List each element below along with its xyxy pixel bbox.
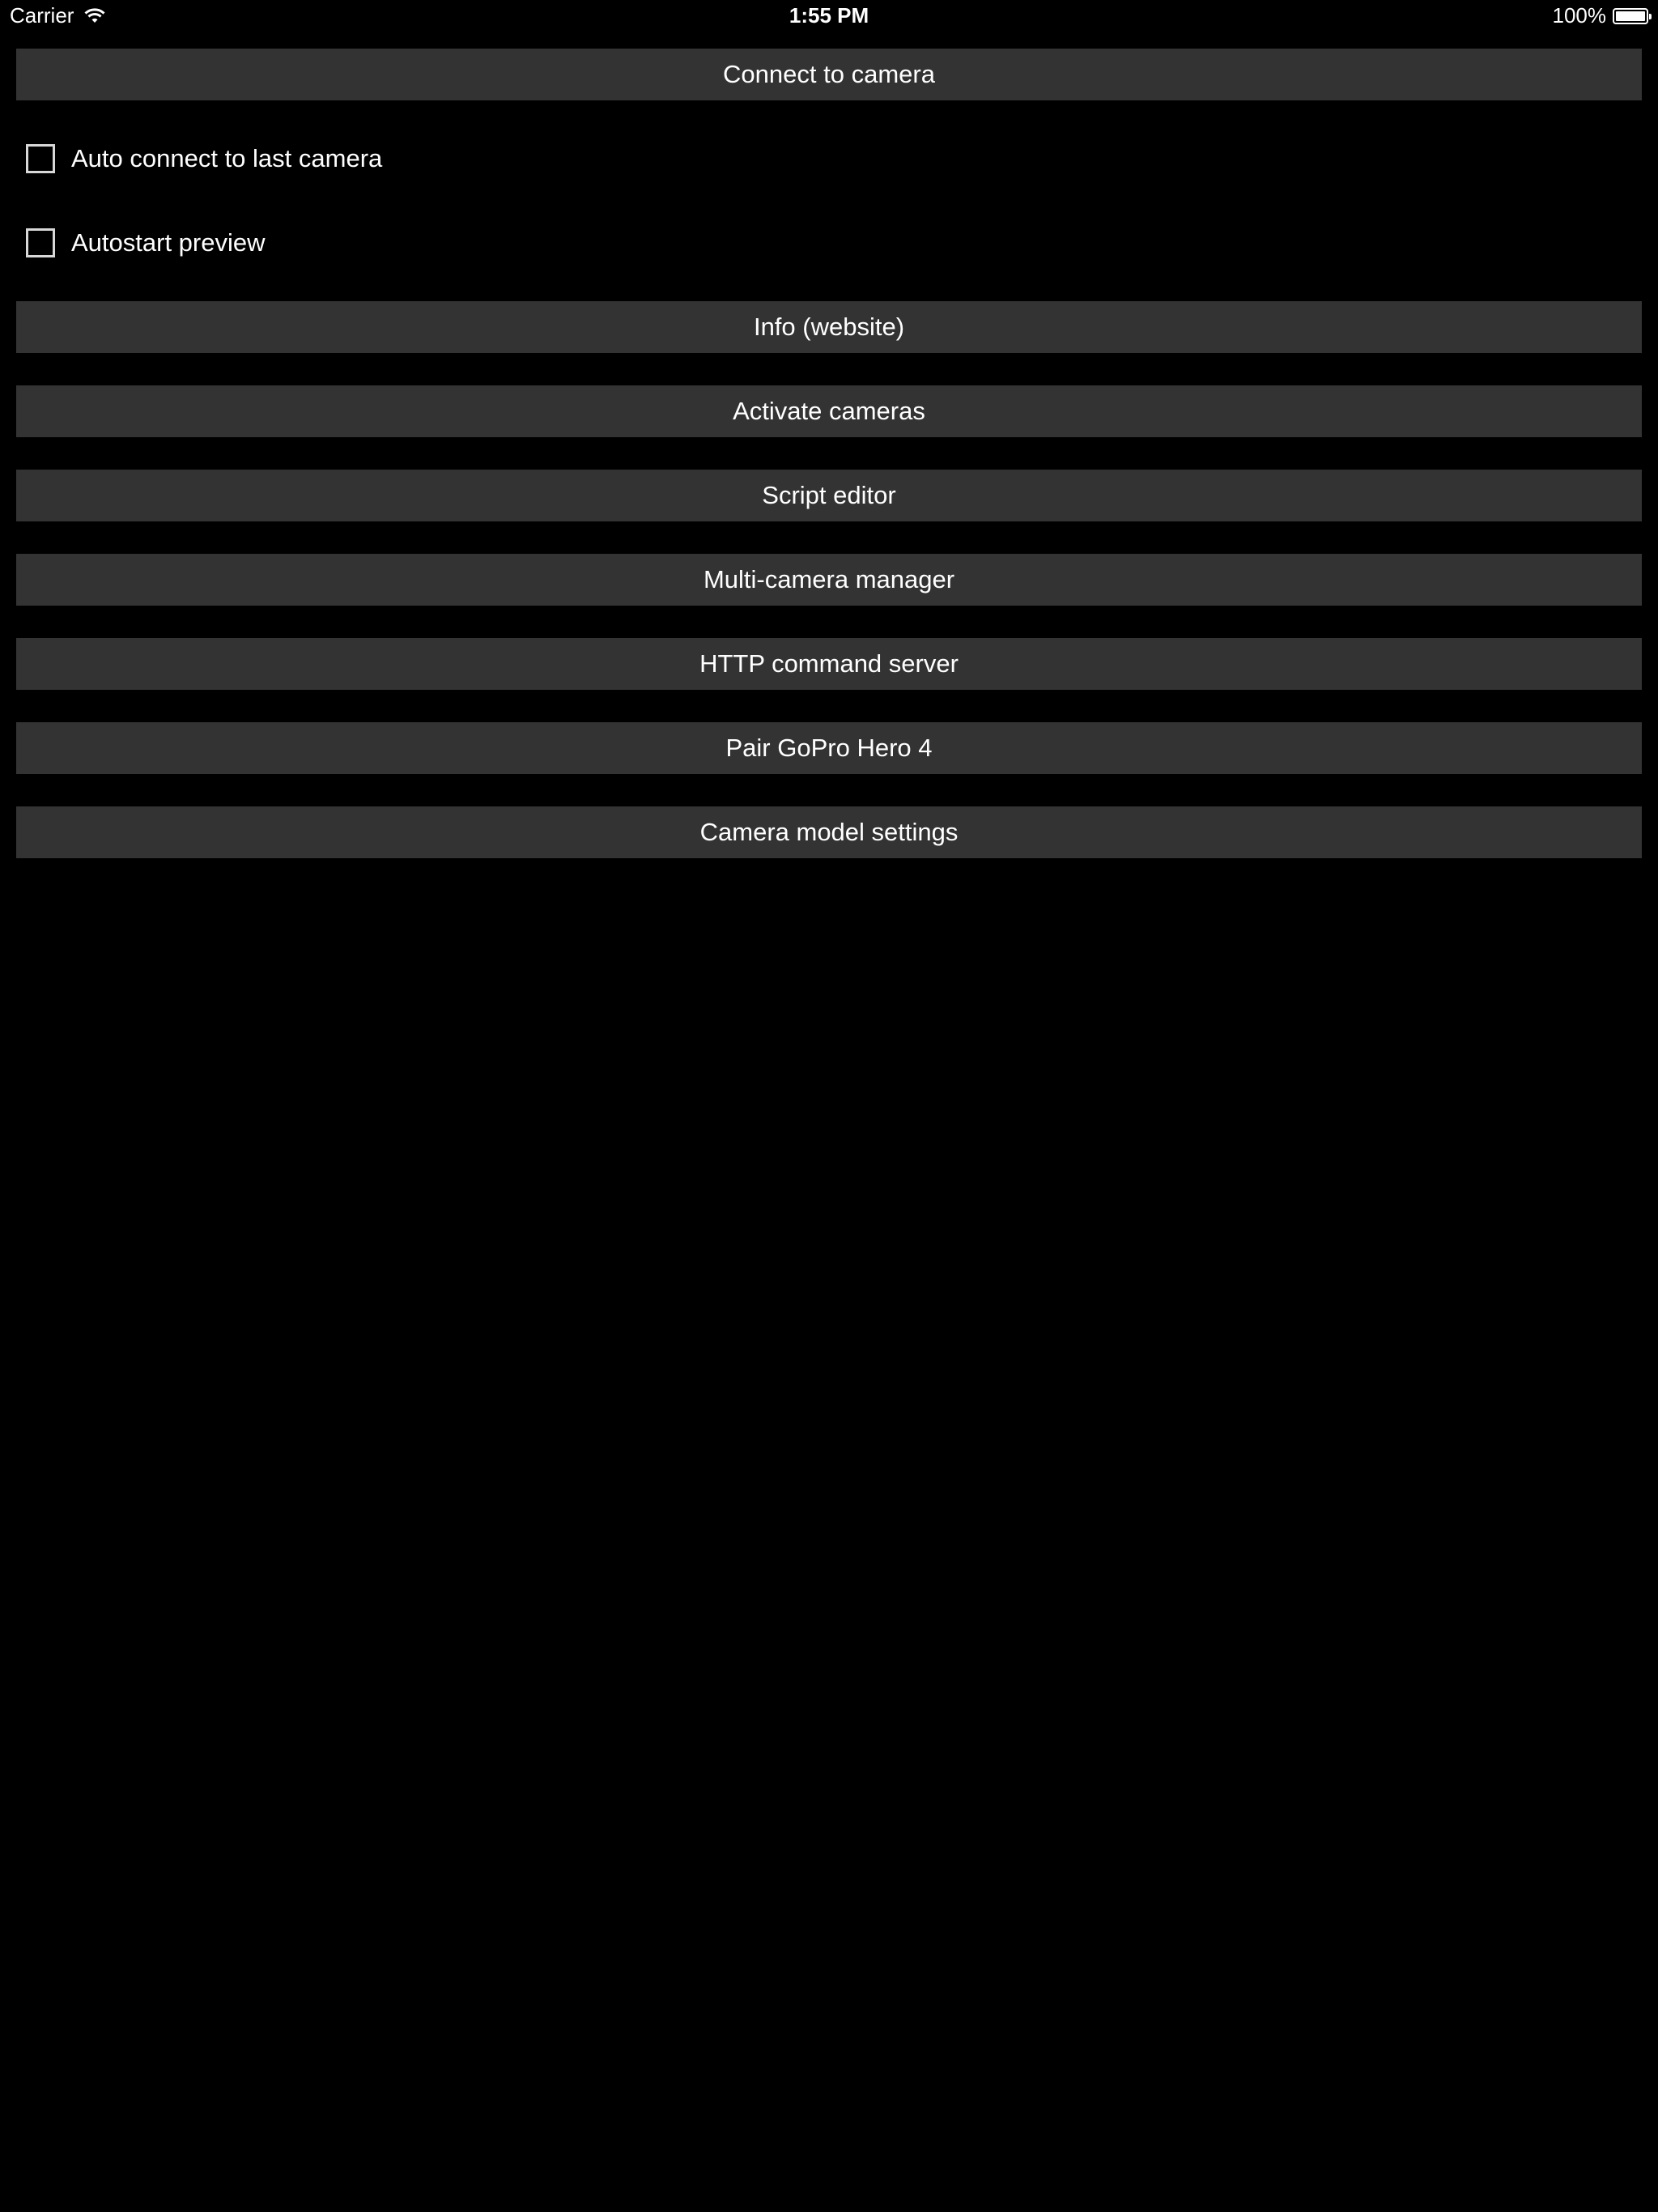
autostart-preview-checkbox[interactable] bbox=[26, 228, 55, 257]
connect-to-camera-button[interactable]: Connect to camera bbox=[16, 49, 1642, 100]
pair-gopro-button[interactable]: Pair GoPro Hero 4 bbox=[16, 722, 1642, 774]
status-bar bbox=[0, 0, 1658, 32]
auto-connect-checkbox[interactable] bbox=[26, 144, 55, 173]
autostart-preview-checkbox-row[interactable] bbox=[26, 226, 266, 260]
status-right bbox=[1553, 3, 1649, 28]
battery-fill bbox=[1616, 11, 1645, 21]
battery-percent: 100% bbox=[1552, 3, 1606, 28]
auto-connect-label: Auto connect to last camera bbox=[71, 144, 383, 172]
camera-model-settings-button[interactable]: Camera model settings bbox=[16, 806, 1642, 858]
multi-camera-manager-button[interactable]: Multi-camera manager bbox=[16, 554, 1642, 606]
battery-icon bbox=[1613, 8, 1648, 24]
http-command-server-button[interactable]: HTTP command server bbox=[16, 638, 1642, 690]
carrier-label: Carrier bbox=[10, 3, 74, 28]
info-website-button[interactable]: Info (website) bbox=[16, 301, 1642, 353]
activate-cameras-button[interactable]: Activate cameras bbox=[16, 385, 1642, 437]
status-time: 1:55 PM bbox=[789, 3, 869, 28]
autostart-preview-label: Autostart preview bbox=[71, 228, 266, 257]
auto-connect-checkbox-row[interactable] bbox=[26, 142, 382, 176]
script-editor-button[interactable]: Script editor bbox=[16, 470, 1642, 521]
